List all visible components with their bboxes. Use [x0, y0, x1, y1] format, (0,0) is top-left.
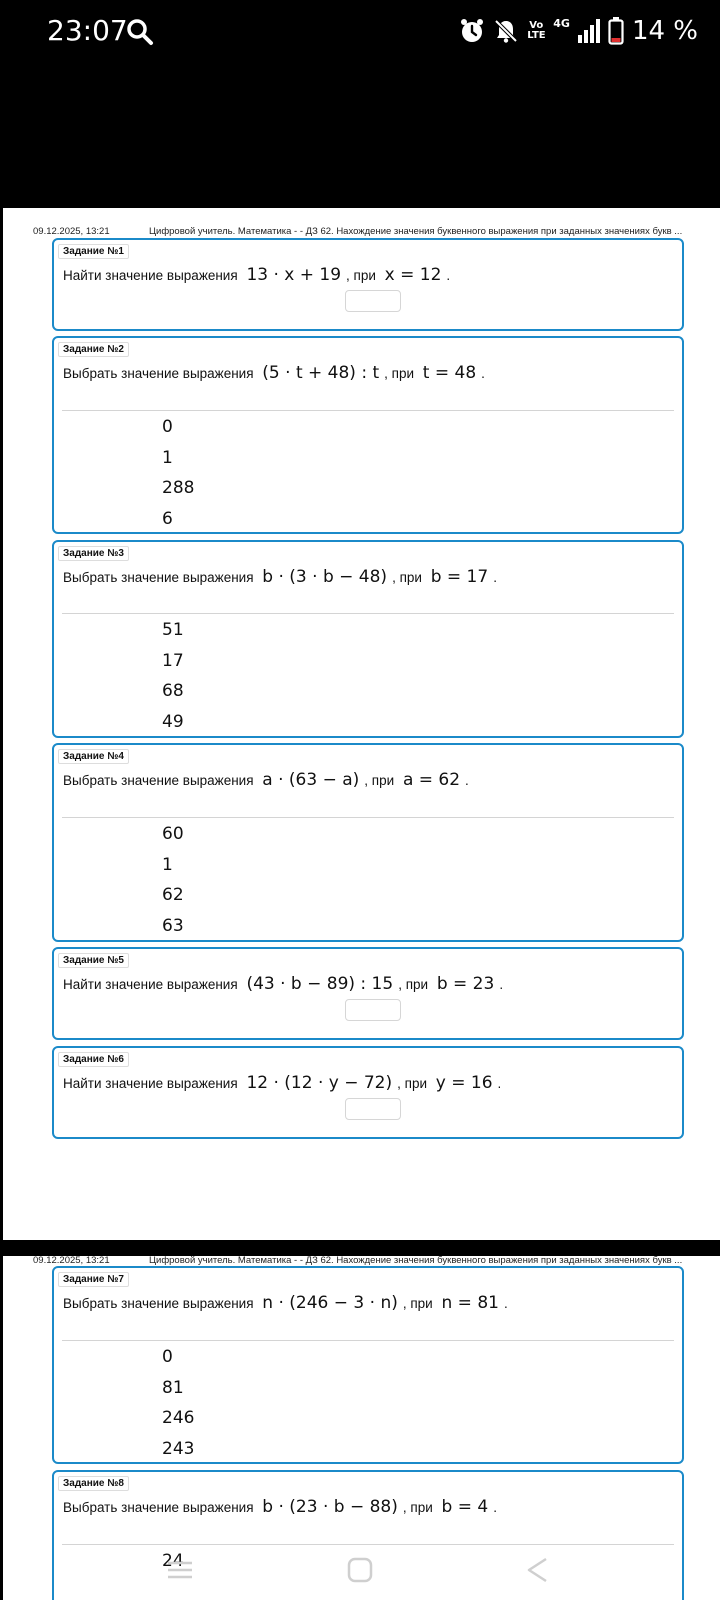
task-card — [52, 947, 684, 1040]
answer-option[interactable]: 68 — [162, 681, 184, 701]
task-card — [52, 540, 684, 738]
task-label: Задание №2 — [58, 342, 129, 357]
task-condition: b = 4 — [441, 1497, 489, 1517]
divider — [62, 1544, 674, 1545]
answer-option[interactable]: 288 — [162, 478, 195, 498]
document-title: Цифровой учитель. Математика - - ДЗ 62. Нахождение значения буквенного выражения при заданных значениях букв ... — [149, 1256, 683, 1266]
document-page-2 — [3, 1256, 720, 1600]
task-prompt: Выбрать значение выражения — [63, 366, 254, 381]
task-prompt: Выбрать значение выражения — [63, 1500, 254, 1515]
task-expression: 12 · (12 · y − 72) — [246, 1073, 393, 1093]
answer-input[interactable] — [345, 290, 401, 312]
task-expression: (5 · t + 48) : t — [262, 363, 380, 383]
task-label: Задание №5 — [58, 953, 129, 968]
task-question — [63, 1293, 508, 1313]
task-condition-word: , при — [346, 268, 376, 283]
sentence-end: . — [497, 1076, 502, 1091]
task-card — [52, 336, 684, 534]
task-condition-word: , при — [398, 977, 429, 992]
answer-option[interactable]: 62 — [162, 885, 184, 905]
task-label: Задание №7 — [58, 1272, 129, 1287]
task-expression: (43 · b − 89) : 15 — [246, 974, 394, 994]
task-prompt: Выбрать значение выражения — [63, 570, 254, 585]
answer-option[interactable]: 1 — [162, 447, 173, 468]
divider — [62, 1340, 674, 1341]
navigation-bar — [0, 1556, 720, 1600]
task-expression: 13 · x + 19 — [246, 265, 342, 285]
task-condition: b = 23 — [436, 974, 495, 994]
back-icon[interactable] — [524, 1556, 552, 1584]
signal-icon — [578, 19, 600, 43]
divider — [62, 613, 674, 614]
task-question — [63, 974, 503, 994]
sentence-end: . — [499, 977, 504, 992]
answer-options — [162, 1342, 194, 1464]
answer-option[interactable]: 49 — [162, 711, 184, 732]
search-icon — [126, 18, 154, 46]
home-icon[interactable] — [346, 1556, 374, 1584]
task-label: Задание №6 — [58, 1052, 129, 1067]
alarm-icon — [459, 18, 485, 44]
sentence-end: . — [503, 1296, 508, 1311]
task-condition-word: , при — [384, 366, 415, 381]
answer-option[interactable]: 6 — [162, 508, 173, 529]
answer-option[interactable]: 0 — [162, 417, 173, 437]
task-condition: y = 16 — [435, 1073, 493, 1093]
task-condition-word: , при — [402, 1500, 433, 1515]
task-condition-word: , при — [397, 1076, 428, 1091]
document-title: Цифровой учитель. Математика - - ДЗ 62. Нахождение значения буквенного выражения при заданных значениях букв ... — [149, 226, 683, 237]
task-card — [52, 1046, 684, 1139]
battery-icon — [608, 17, 624, 45]
answer-option[interactable]: 1 — [162, 854, 173, 875]
divider — [62, 817, 674, 818]
task-condition: b = 17 — [430, 567, 489, 587]
sentence-end: . — [493, 1500, 497, 1515]
task-condition-word: , при — [392, 570, 422, 585]
answer-option[interactable]: 51 — [162, 620, 184, 640]
task-condition: x = 12 — [384, 265, 442, 285]
task-label: Задание №4 — [58, 749, 129, 764]
task-card — [52, 238, 684, 331]
volte-indicator: Vo LTE — [527, 20, 546, 41]
answer-option[interactable]: 17 — [162, 650, 184, 671]
task-prompt: Выбрать значение выражения — [63, 773, 254, 788]
print-date: 09.12.2025, 13:21 — [33, 226, 110, 237]
status-bar — [0, 0, 720, 64]
task-condition-word: , при — [402, 1296, 433, 1311]
task-question — [63, 1497, 497, 1517]
answer-option[interactable]: 0 — [162, 1347, 173, 1367]
answer-option[interactable]: 81 — [162, 1377, 184, 1398]
task-prompt: Найти значение выражения — [63, 268, 238, 283]
answer-option[interactable]: 24 — [162, 1551, 184, 1571]
task-label: Задание №1 — [58, 244, 129, 259]
document-page-1 — [3, 208, 720, 1240]
task-label: Задание №8 — [58, 1476, 129, 1491]
task-expression: b · (3 · b − 48) — [262, 567, 388, 587]
task-expression: b · (23 · b − 88) — [262, 1497, 398, 1517]
task-question — [63, 265, 450, 285]
answer-options — [162, 615, 184, 737]
answer-option[interactable]: 60 — [162, 824, 184, 844]
task-question — [63, 363, 485, 383]
answer-option[interactable]: 63 — [162, 915, 184, 936]
task-card — [52, 743, 684, 942]
task-prompt: Найти значение выражения — [63, 1076, 238, 1091]
task-condition: t = 48 — [422, 363, 477, 383]
task-prompt: Выбрать значение выражения — [63, 1296, 254, 1311]
mute-notifications-icon — [493, 18, 519, 44]
answer-options — [162, 412, 194, 534]
divider — [62, 410, 674, 411]
answer-input[interactable] — [345, 999, 401, 1021]
answer-input[interactable] — [345, 1098, 401, 1120]
battery-percent: 14 % — [631, 16, 698, 46]
answer-options — [162, 819, 184, 941]
sentence-end: . — [481, 366, 485, 381]
task-question — [63, 567, 497, 587]
task-condition-word: , при — [364, 773, 395, 788]
task-question — [63, 1073, 501, 1093]
network-type: 4G — [553, 16, 570, 30]
task-condition: a = 62 — [402, 770, 461, 790]
answer-option[interactable]: 243 — [162, 1438, 195, 1459]
print-date: 09.12.2025, 13:21 — [33, 1256, 110, 1266]
sentence-end: . — [446, 268, 451, 283]
task-label: Задание №3 — [58, 546, 129, 561]
task-prompt: Найти значение выражения — [63, 977, 238, 992]
sentence-end: . — [493, 570, 497, 585]
status-time: 23:07 — [47, 14, 128, 47]
answer-option[interactable]: 246 — [162, 1408, 195, 1428]
sentence-end: . — [465, 773, 469, 788]
task-card — [52, 1266, 684, 1464]
task-question — [63, 770, 469, 790]
task-expression: a · (63 − a) — [262, 770, 360, 790]
recent-apps-icon[interactable] — [165, 1558, 195, 1582]
task-expression: n · (246 − 3 · n) — [262, 1293, 398, 1313]
task-condition: n = 81 — [441, 1293, 499, 1313]
